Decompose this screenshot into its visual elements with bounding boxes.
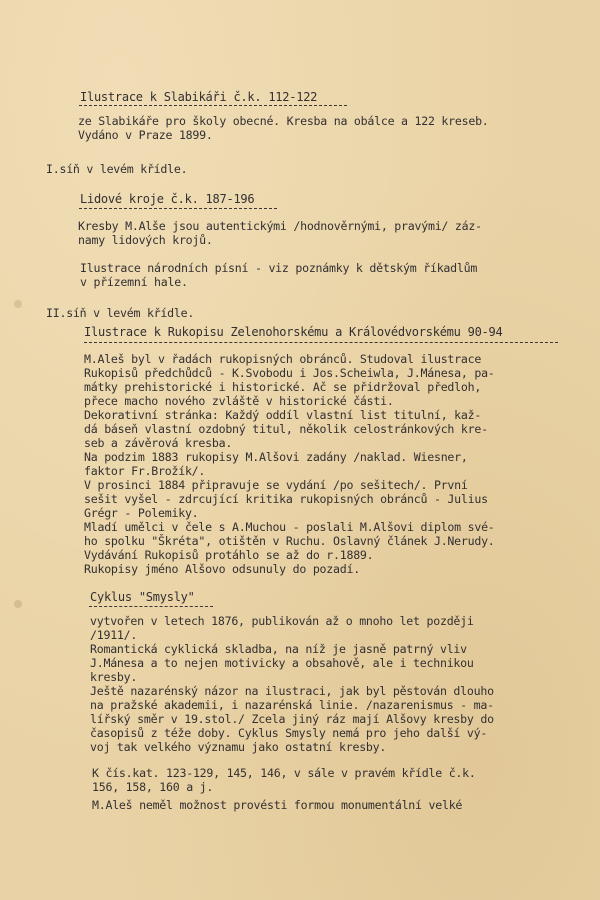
text-line: na pražské akademii, i nazarénská linie. /nazarenismus - ma- (90, 698, 494, 712)
text-line: Dekorativní stránka: Každý oddíl vlastní list titulní, kaž- (84, 408, 482, 422)
text-line: 156, 158, 160 a j. (92, 780, 214, 794)
heading-cyklus-smysly: Cyklus "Smysly" (90, 590, 195, 604)
section-heading: I.síň v levém křídle. (46, 162, 188, 176)
text-line: Mladí umělci v čele s A.Muchou - poslali M.Alšovi diplom své- (84, 520, 495, 534)
text-line: Vydáno v Praze 1899. (78, 128, 213, 142)
text-line: sešit vyšel - zdrcující kritika rukopisných obránců - Julius (84, 492, 488, 506)
heading-slabikar: Ilustrace k Slabikáři č.k. 112-122 (80, 90, 318, 104)
text-line: Ještě nazarénský názor na ilustraci, jak byl pěstován dlouho (90, 684, 494, 698)
text-line: v přízemní hale. (80, 275, 188, 289)
heading-underline (84, 342, 558, 343)
heading-lidove-kroje: Lidové kroje č.k. 187-196 (80, 192, 255, 206)
text-line: časopisů z téže doby. Cyklus Smysly nemá pro jeho další vý- (90, 726, 488, 740)
text-line: Rukopisy jméno Alšovo odsunuly do pozadí. (84, 562, 360, 576)
text-line: M.Aleš byl v řadách rukopisných obránců. Studoval ilustrace (84, 352, 482, 366)
text-line: Rukopisů předchůdců - K.Svobodu i Jos.Scheiwla, J.Mánesa, pa- (84, 366, 495, 380)
text-line: Grégr - Polemiky. (84, 506, 199, 520)
text-line: mátky prehistorické i historické. Ač se přidržoval předloh, (84, 380, 482, 394)
paper-stain (14, 300, 22, 308)
paper-stain (14, 600, 22, 608)
text-line: Ilustrace národních písní - viz poznámky k dětským říkadlům (80, 261, 478, 275)
text-line: namy lidových krojů. (78, 233, 213, 247)
text-line: Kresby M.Alše jsou autentickými /hodnověrnými, pravými/ záz- (78, 219, 482, 233)
text-line: voj tak velkého významu jako ostatní kresby. (90, 740, 387, 754)
text-line: dá báseň vlastní ozdobný titul, několik celostránkových kre- (84, 422, 488, 436)
text-line: ho spolku "Škréta", otištěn v Ruchu. Oslavný článek J.Nerudy. (84, 534, 495, 548)
section-heading: II.síň v levém křídle. (46, 306, 195, 320)
text-line: ze Slabikáře pro školy obecné. Kresba na obálce a 122 kreseb. (78, 114, 489, 128)
text-line: Na podzim 1883 rukopisy M.Alšovi zadány /naklad. Wiesner, (84, 450, 468, 464)
heading-underline (79, 105, 347, 106)
text-line: faktor Fr.Brožík/. (84, 464, 206, 478)
text-line: seb a závěrová kresba. (84, 436, 233, 450)
text-line: přece macho nového zvláště v historické části. (84, 394, 394, 408)
text-line: kresby. (90, 670, 138, 684)
text-line: /1911/. (90, 628, 138, 642)
text-line: M.Aleš neměl možnost provésti formou monumentální velké (92, 798, 463, 812)
text-line: lířský směr v 19.stol./ Zcela jiný ráz mají Alšovy kresby do (90, 712, 494, 726)
text-line: K čís.kat. 123-129, 145, 146, v sále v pravém křídle č.k. (92, 766, 476, 780)
text-line: vytvořen v letech 1876, publikován až o mnoho let později (90, 614, 474, 628)
heading-underline (89, 606, 213, 607)
heading-underline (79, 208, 277, 209)
text-line: J.Mánesa a to nejen motivicky a obsahově, ale i technikou (90, 656, 474, 670)
text-line: Vydávání Rukopisů protáhlo se až do r.1889. (84, 548, 374, 562)
text-line: Romantická cyklická skladba, na níž je jasně patrný vliv (90, 642, 467, 656)
text-line: V prosinci 1884 připravuje se vydání /po sešitech/. První (84, 478, 468, 492)
heading-rukopisy: Ilustrace k Rukopisu Zelenohorskému a Královédvorskému 90-94 (84, 325, 503, 339)
